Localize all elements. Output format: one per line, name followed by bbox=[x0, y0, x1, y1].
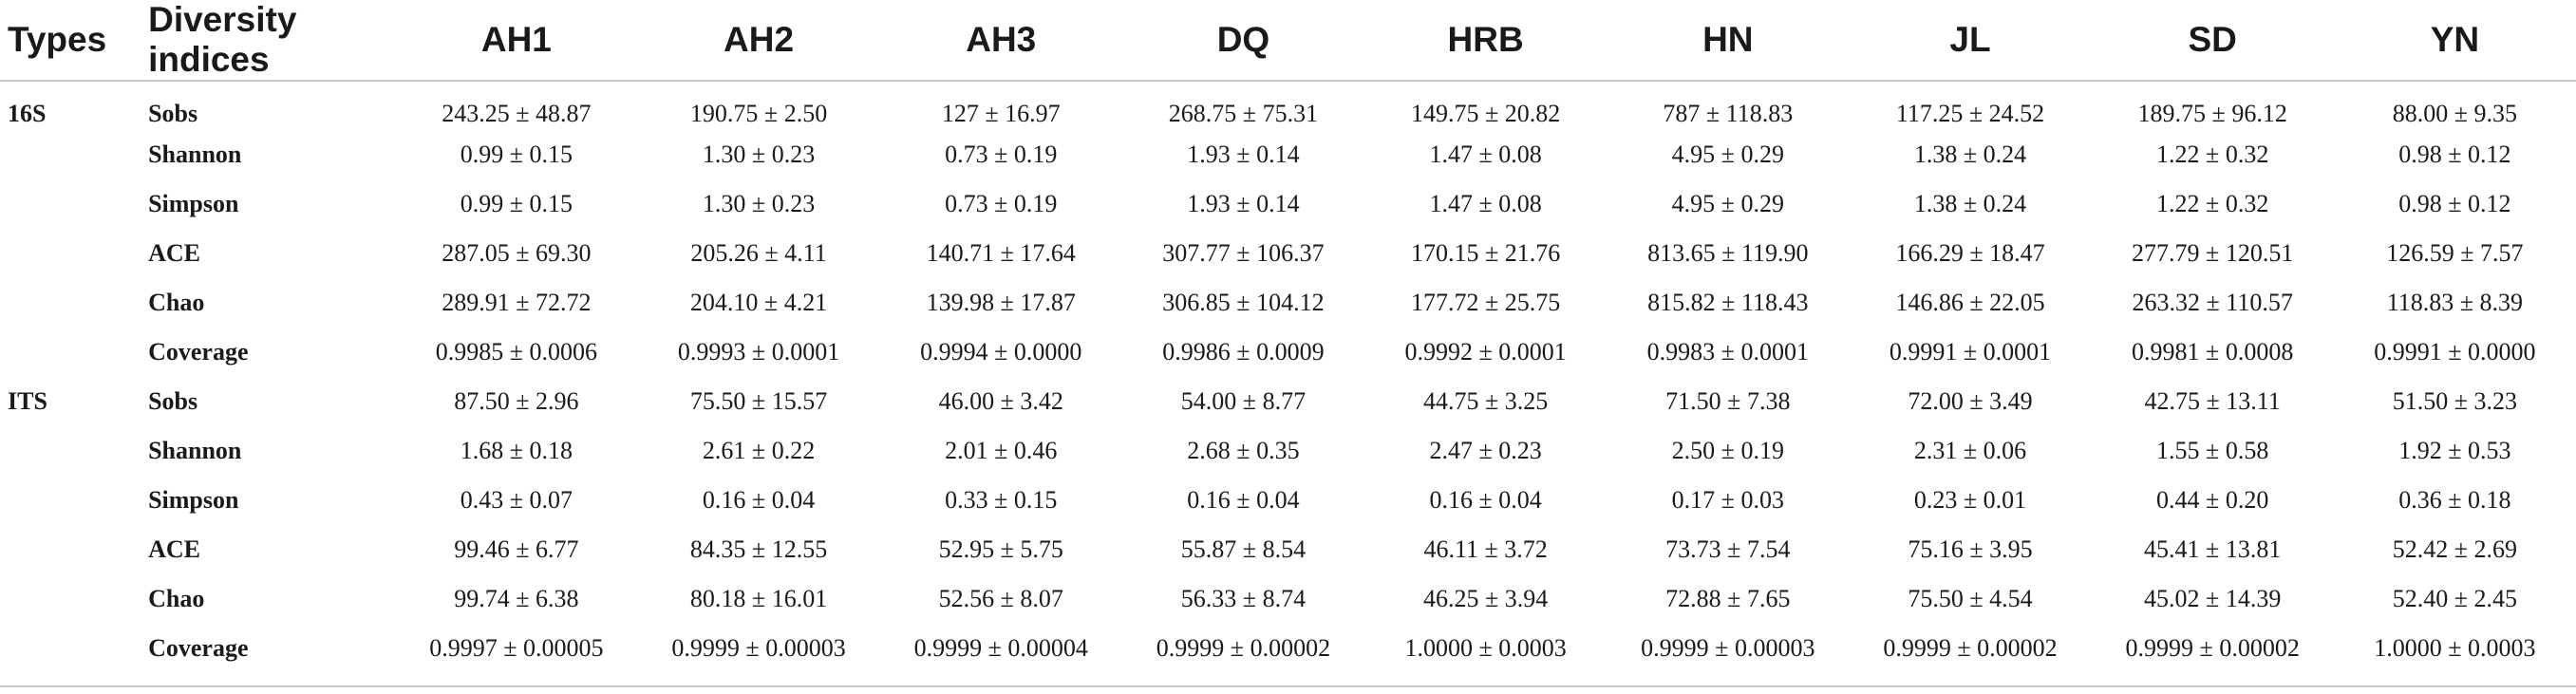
value-cell: 1.93 ± 0.14 bbox=[1187, 141, 1300, 168]
diversity-index-cell: Chao bbox=[148, 289, 205, 316]
value-cell: 56.33 ± 8.74 bbox=[1180, 585, 1307, 612]
table-row bbox=[0, 377, 2576, 426]
value-cell: 84.35 ± 12.55 bbox=[689, 535, 828, 563]
value-cell: 1.0000 ± 0.0003 bbox=[1404, 634, 1567, 662]
value-cell: 118.83 ± 8.39 bbox=[2386, 289, 2524, 316]
diversity-index-cell: Coverage bbox=[148, 634, 249, 662]
value-cell: 2.61 ± 0.22 bbox=[702, 437, 816, 464]
value-cell: 0.16 ± 0.04 bbox=[702, 486, 816, 514]
value-cell: 287.05 ± 69.30 bbox=[442, 239, 592, 267]
table-row bbox=[0, 179, 2576, 229]
value-cell: 0.9999 ± 0.00003 bbox=[671, 634, 846, 662]
value-cell: 55.87 ± 8.54 bbox=[1180, 535, 1307, 563]
value-cell: 0.9983 ± 0.0001 bbox=[1646, 338, 1809, 366]
diversity-index-cell: Shannon bbox=[148, 141, 242, 168]
value-cell: 1.30 ± 0.23 bbox=[702, 141, 816, 168]
value-cell: 75.50 ± 15.57 bbox=[689, 387, 828, 415]
value-cell: 1.22 ± 0.32 bbox=[2156, 190, 2269, 217]
value-cell: 72.88 ± 7.65 bbox=[1665, 585, 1791, 612]
value-cell: 146.86 ± 22.05 bbox=[1895, 289, 2045, 316]
value-cell: 1.38 ± 0.24 bbox=[1913, 190, 2027, 217]
value-cell: 52.40 ± 2.45 bbox=[2392, 585, 2518, 612]
value-cell: 117.25 ± 24.52 bbox=[1895, 99, 2045, 127]
table-row bbox=[0, 328, 2576, 377]
value-cell: 0.98 ± 0.12 bbox=[2398, 141, 2511, 168]
type-cell bbox=[0, 525, 141, 574]
value-cell: 88.00 ± 9.35 bbox=[2392, 99, 2518, 127]
value-cell: 75.50 ± 4.54 bbox=[1908, 585, 2033, 612]
value-cell: 0.16 ± 0.04 bbox=[1429, 486, 1542, 514]
type-cell bbox=[0, 130, 141, 179]
header-site: YN bbox=[2334, 0, 2576, 81]
value-cell: 0.9999 ± 0.00002 bbox=[2125, 634, 2300, 662]
value-cell: 87.50 ± 2.96 bbox=[454, 387, 579, 415]
diversity-index-cell: Chao bbox=[148, 585, 205, 612]
table-row bbox=[0, 574, 2576, 624]
value-cell: 139.98 ± 17.87 bbox=[926, 289, 1076, 316]
value-cell: 0.9997 ± 0.00005 bbox=[429, 634, 604, 662]
value-cell: 0.9999 ± 0.00003 bbox=[1641, 634, 1815, 662]
type-cell: ITS bbox=[8, 387, 47, 415]
value-cell: 307.77 ± 106.37 bbox=[1162, 239, 1325, 267]
value-cell: 189.75 ± 96.12 bbox=[2137, 99, 2287, 127]
value-cell: 1.93 ± 0.14 bbox=[1187, 190, 1300, 217]
type-cell bbox=[0, 426, 141, 476]
diversity-index-cell: Sobs bbox=[148, 387, 198, 415]
value-cell: 52.42 ± 2.69 bbox=[2392, 535, 2518, 563]
table-row bbox=[0, 278, 2576, 328]
value-cell: 80.18 ± 16.01 bbox=[689, 585, 828, 612]
value-cell: 1.0000 ± 0.0003 bbox=[2374, 634, 2536, 662]
value-cell: 0.9994 ± 0.0000 bbox=[920, 338, 1082, 366]
table-body bbox=[0, 81, 2576, 673]
value-cell: 46.11 ± 3.72 bbox=[1423, 535, 1548, 563]
value-cell: 0.9992 ± 0.0001 bbox=[1404, 338, 1567, 366]
value-cell: 2.47 ± 0.23 bbox=[1429, 437, 1542, 464]
type-cell bbox=[0, 624, 141, 673]
diversity-index-cell: Sobs bbox=[148, 99, 198, 127]
value-cell: 813.65 ± 119.90 bbox=[1647, 239, 1809, 267]
value-cell: 205.26 ± 4.11 bbox=[690, 239, 827, 267]
value-cell: 0.9999 ± 0.00002 bbox=[1156, 634, 1331, 662]
table-row bbox=[0, 624, 2576, 673]
value-cell: 2.01 ± 0.46 bbox=[945, 437, 1058, 464]
value-cell: 0.44 ± 0.20 bbox=[2156, 486, 2269, 514]
diversity-index-cell: Simpson bbox=[148, 486, 239, 514]
value-cell: 149.75 ± 20.82 bbox=[1410, 99, 1561, 127]
header-site: HRB bbox=[1364, 0, 1607, 81]
type-cell bbox=[0, 278, 141, 328]
value-cell: 2.31 ± 0.06 bbox=[1913, 437, 2027, 464]
value-cell: 54.00 ± 8.77 bbox=[1180, 387, 1307, 415]
value-cell: 0.33 ± 0.15 bbox=[945, 486, 1058, 514]
diversity-index-cell: Simpson bbox=[148, 190, 239, 217]
value-cell: 1.68 ± 0.18 bbox=[460, 437, 573, 464]
value-cell: 42.75 ± 13.11 bbox=[2144, 387, 2281, 415]
value-cell: 126.59 ± 7.57 bbox=[2386, 239, 2524, 267]
value-cell: 0.99 ± 0.15 bbox=[460, 141, 573, 168]
value-cell: 289.91 ± 72.72 bbox=[442, 289, 592, 316]
header-row bbox=[0, 0, 2576, 81]
type-cell bbox=[0, 476, 141, 525]
type-cell bbox=[0, 574, 141, 624]
value-cell: 44.75 ± 3.25 bbox=[1422, 387, 1549, 415]
header-site: AH3 bbox=[880, 0, 1122, 81]
value-cell: 190.75 ± 2.50 bbox=[689, 99, 828, 127]
header-types: Types bbox=[0, 0, 141, 81]
value-cell: 51.50 ± 3.23 bbox=[2392, 387, 2518, 415]
value-cell: 0.9986 ± 0.0009 bbox=[1162, 338, 1325, 366]
value-cell: 0.9999 ± 0.00004 bbox=[913, 634, 1088, 662]
value-cell: 0.43 ± 0.07 bbox=[460, 486, 573, 514]
value-cell: 277.79 ± 120.51 bbox=[2132, 239, 2294, 267]
value-cell: 0.9985 ± 0.0006 bbox=[435, 338, 598, 366]
value-cell: 0.9993 ± 0.0001 bbox=[677, 338, 840, 366]
table-row bbox=[0, 130, 2576, 179]
header-site: AH1 bbox=[395, 0, 637, 81]
value-cell: 4.95 ± 0.29 bbox=[1671, 190, 1784, 217]
type-cell bbox=[0, 229, 141, 278]
value-cell: 0.99 ± 0.15 bbox=[460, 190, 573, 217]
diversity-index-cell: ACE bbox=[148, 535, 200, 563]
value-cell: 177.72 ± 25.75 bbox=[1410, 289, 1561, 316]
value-cell: 0.9999 ± 0.00002 bbox=[1883, 634, 2058, 662]
value-cell: 45.02 ± 14.39 bbox=[2144, 585, 2282, 612]
value-cell: 73.73 ± 7.54 bbox=[1665, 535, 1791, 563]
value-cell: 1.47 ± 0.08 bbox=[1429, 190, 1542, 217]
value-cell: 0.17 ± 0.03 bbox=[1671, 486, 1784, 514]
value-cell: 1.38 ± 0.24 bbox=[1913, 141, 2027, 168]
type-cell: 16S bbox=[8, 99, 47, 127]
table-row bbox=[0, 525, 2576, 574]
value-cell: 243.25 ± 48.87 bbox=[442, 99, 592, 127]
value-cell: 75.16 ± 3.95 bbox=[1908, 535, 2033, 563]
value-cell: 1.92 ± 0.53 bbox=[2398, 437, 2511, 464]
value-cell: 815.82 ± 118.43 bbox=[1647, 289, 1809, 316]
diversity-index-cell: Coverage bbox=[148, 338, 249, 366]
value-cell: 45.41 ± 13.81 bbox=[2144, 535, 2282, 563]
value-cell: 1.22 ± 0.32 bbox=[2156, 141, 2269, 168]
value-cell: 71.50 ± 7.38 bbox=[1665, 387, 1791, 415]
value-cell: 99.46 ± 6.77 bbox=[454, 535, 579, 563]
value-cell: 787 ± 118.83 bbox=[1663, 99, 1794, 127]
value-cell: 268.75 ± 75.31 bbox=[1168, 99, 1319, 127]
value-cell: 99.74 ± 6.38 bbox=[454, 585, 579, 612]
value-cell: 0.9981 ± 0.0008 bbox=[2132, 338, 2294, 366]
value-cell: 4.95 ± 0.29 bbox=[1671, 141, 1784, 168]
value-cell: 2.50 ± 0.19 bbox=[1671, 437, 1784, 464]
value-cell: 166.29 ± 18.47 bbox=[1895, 239, 2045, 267]
type-cell bbox=[0, 179, 141, 229]
value-cell: 127 ± 16.97 bbox=[941, 99, 1061, 127]
value-cell: 0.9991 ± 0.0000 bbox=[2374, 338, 2536, 366]
value-cell: 170.15 ± 21.76 bbox=[1410, 239, 1561, 267]
table-row bbox=[0, 426, 2576, 476]
table-row bbox=[0, 476, 2576, 525]
value-cell: 0.9991 ± 0.0001 bbox=[1889, 338, 2052, 366]
diversity-index-cell: ACE bbox=[148, 239, 200, 267]
value-cell: 52.56 ± 8.07 bbox=[938, 585, 1063, 612]
value-cell: 263.32 ± 110.57 bbox=[2132, 289, 2293, 316]
header-site: HN bbox=[1607, 0, 1849, 81]
value-cell: 204.10 ± 4.21 bbox=[689, 289, 828, 316]
value-cell: 72.00 ± 3.49 bbox=[1908, 387, 2033, 415]
value-cell: 0.98 ± 0.12 bbox=[2398, 190, 2511, 217]
value-cell: 1.55 ± 0.58 bbox=[2156, 437, 2269, 464]
header-site: DQ bbox=[1122, 0, 1364, 81]
value-cell: 1.47 ± 0.08 bbox=[1429, 141, 1542, 168]
value-cell: 46.25 ± 3.94 bbox=[1422, 585, 1549, 612]
value-cell: 140.71 ± 17.64 bbox=[926, 239, 1076, 267]
table-bottom-rule bbox=[0, 685, 2576, 687]
value-cell: 2.68 ± 0.35 bbox=[1187, 437, 1300, 464]
header-site: SD bbox=[2092, 0, 2334, 81]
header-diversity-indices: Diversity indices bbox=[141, 0, 395, 81]
value-cell: 1.30 ± 0.23 bbox=[702, 190, 816, 217]
value-cell: 0.23 ± 0.01 bbox=[1913, 486, 2027, 514]
value-cell: 0.16 ± 0.04 bbox=[1187, 486, 1300, 514]
header-site: AH2 bbox=[637, 0, 879, 81]
table-row bbox=[0, 81, 2576, 130]
diversity-index-cell: Shannon bbox=[148, 437, 242, 464]
table-row bbox=[0, 229, 2576, 278]
value-cell: 306.85 ± 104.12 bbox=[1162, 289, 1325, 316]
value-cell: 0.36 ± 0.18 bbox=[2398, 486, 2511, 514]
value-cell: 52.95 ± 5.75 bbox=[938, 535, 1063, 563]
header-site: JL bbox=[1849, 0, 2091, 81]
value-cell: 0.73 ± 0.19 bbox=[945, 190, 1058, 217]
value-cell: 0.73 ± 0.19 bbox=[945, 141, 1058, 168]
value-cell: 46.00 ± 3.42 bbox=[938, 387, 1063, 415]
type-cell bbox=[0, 328, 141, 377]
